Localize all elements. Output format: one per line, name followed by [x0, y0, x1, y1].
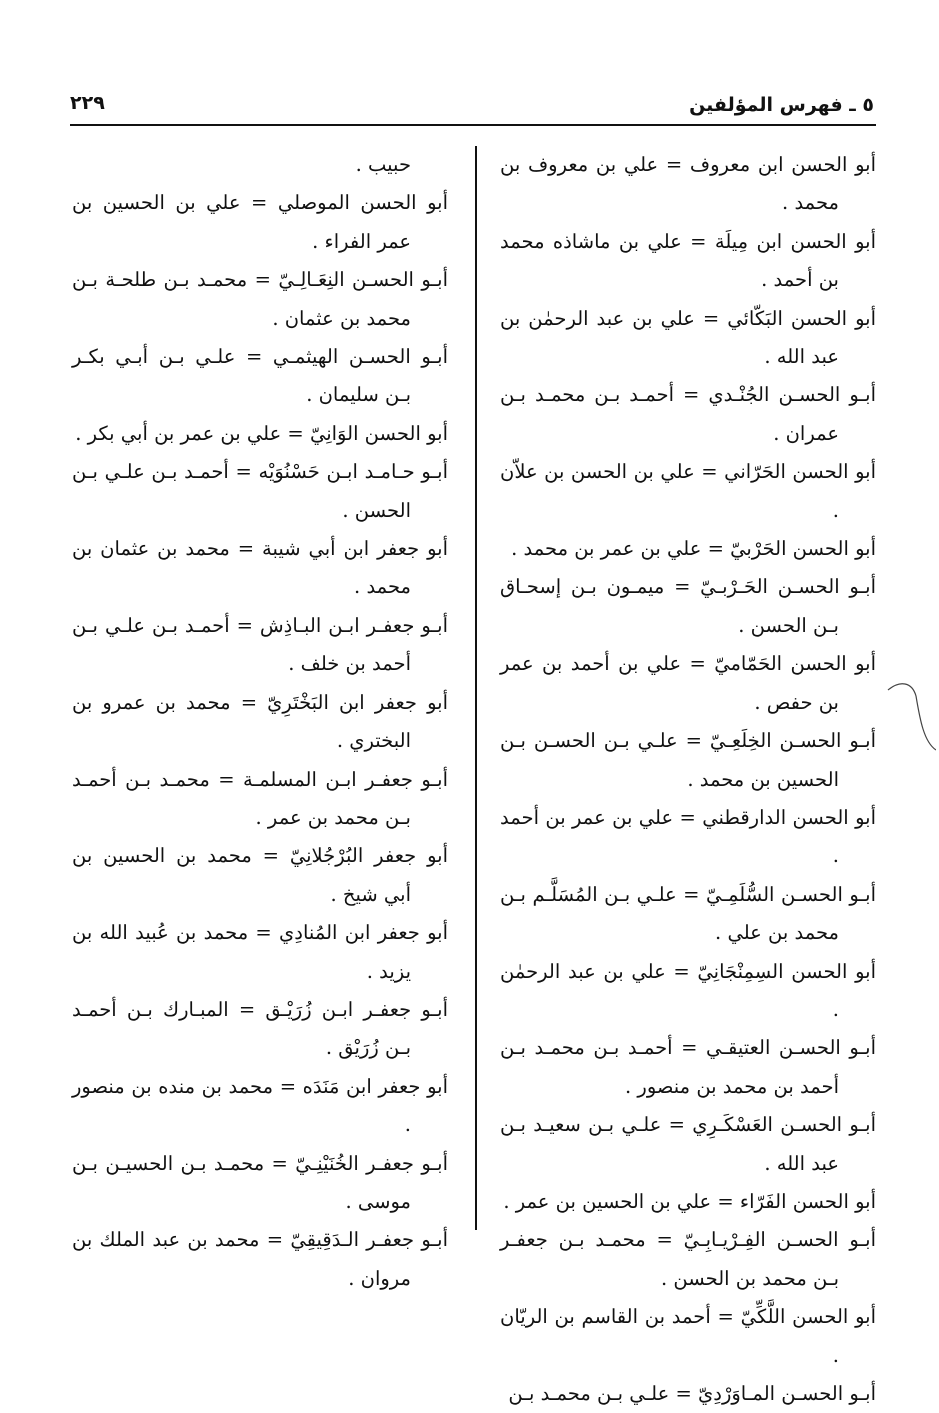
index-entry: أبـو جعفـر ابـن البـاذِش = أحمـد بـن علـي بـن أحمد بن خلف .: [72, 613, 448, 676]
index-entry: أبو جعفر ابن أبي شيبة = محمد بن عثمان بن محمد .: [72, 537, 448, 599]
index-entry: أبو الحسن اللَّكِّيّ = أحمد بن القاسم بن الريّان .: [500, 1305, 876, 1367]
index-entry: أبو الحسن الحَمّاميّ = علي بن أحمد بن عمر بن حفص .: [500, 652, 876, 714]
header-rule: [70, 124, 876, 126]
index-entry: أبـو جعفـر الـدَقِيقِيّ = محمد بن عبد الملك بن مروان .: [72, 1228, 448, 1290]
index-entry: أبو الحسن الدارقطني = علي بن عمر بن أحمد .: [500, 805, 876, 868]
index-entry: أبـو جعفـر الخُنَيْنِـيّ = محمـد بـن الحسيـن بـن موسى .: [72, 1151, 448, 1213]
index-entry: أبـو الحسـن النِعَـالِـيّ = محمـد بـن طلحـة بـن محمد بن عثمان .: [72, 268, 448, 330]
index-entry: أبو الحسن السِمِنْجَانِيّ = علي بن عبد الرحمٰن .: [500, 959, 876, 1021]
margin-bracket-mark: [886, 676, 936, 756]
index-entry: أبو جعفر البُرْجُلانِيّ = محمد بن الحسين بن أبي شيخ .: [72, 844, 448, 906]
index-entry: أبـو الحسـن الحَـرْبـيّ = ميمـون بـن إسحـاق بـن الحسن .: [500, 575, 876, 637]
entry-continuation: حبيب .: [355, 153, 411, 176]
left-column: [72, 146, 448, 1298]
index-entry: أبـو الحسـن الخِلَعِـيّ = علـي بـن الحسـن بـن الحسين بن محمد .: [500, 729, 876, 791]
index-entry: أبو الحسن الموصلي = علي بن الحسين بن عمر الفراء .: [72, 191, 448, 253]
index-entry: أبـو الحسـن الفِـرْيـابِـيّ = محمـد بـن جعفـر بـن محمد بن الحسن .: [500, 1228, 876, 1290]
index-entry: أبو جعفر ابن المُنادِي = محمد بن عُبيد الله بن يزيد .: [72, 921, 448, 983]
index-entry: أبو الحسن البَكّائي = علي بن عبد الرحمٰن بن عبد الله .: [500, 306, 876, 369]
index-entry: أبو الحسن الحَرّاني = علي بن الحسن بن علاّن .: [500, 460, 876, 522]
index-entry: أبو جعفر ابن مَنَدَه = محمد بن منده بن منصور .: [72, 1074, 448, 1137]
page-number: ٢٢٩: [70, 92, 105, 114]
index-entry: أبـو جعفـر ابـن المسلمـة = محمـد بـن أحمـد بـن محمد بن عمر .: [72, 767, 448, 829]
section-title: ٥ ـ فهرس المؤلفين: [689, 94, 874, 116]
index-entry: أبـو الحسـن المـاوَرْدِيّ = علـي بـن محمـد بـن: [508, 1382, 876, 1405]
index-entry: أبو الحسن ابن معروف = علي بن معروف بن محمد .: [500, 153, 876, 215]
index-entry: أبـو الحسـن الهيثمـي = علـي بـن أبـي بكـر بـن سليمان .: [72, 345, 448, 407]
index-entry: أبـو الحسـن الجُنْـدي = أحمـد بـن محمـد بـن عمران .: [500, 383, 876, 445]
index-entry: أبو الحسن الوَانِيّ = علي بن عمر بن أبي بكر .: [75, 421, 448, 445]
index-entry: أبـو الحسـن العتيقـي = أحمـد بـن محمـد بـن أحمد بن محمد بن منصور .: [500, 1036, 876, 1098]
index-entry: أبـو حـامـد ابـن حَسْنُوَيْه = أحمـد بـن علـي بـن الحسن .: [72, 460, 448, 522]
index-entry: أبو الحسن الحَرْبيّ = علي بن عمر بن محمد .: [511, 537, 876, 561]
index-entry: أبو الحسن الفَرّاء = علي بن الحسين بن عمر .: [503, 1189, 876, 1213]
index-entry: أبو جعفر ابن البَخْتَرِيّ = محمد بن عمرو بن البختري .: [72, 690, 448, 753]
index-entry: أبو الحسن ابن مِيلَة = علي بن ماشاذه محمد بن أحمد .: [500, 229, 876, 292]
index-entry: أبـو الحسـن العَسْكَـرِي = علـي بـن سعيـد بـن عبد الله .: [500, 1113, 876, 1175]
column-divider: [475, 146, 477, 1230]
index-entry: أبـو جعفـر ابـن زُرَيْـق = المبـارك بـن أحمـد بـن زُرَيْق .: [72, 997, 448, 1060]
index-entry: أبـو الحسـن السُّلَمِـيّ = علـي بـن المُسَلَّـم بـن محمد بن علي .: [500, 882, 876, 945]
right-column: [500, 146, 876, 1413]
page-header: [70, 88, 874, 122]
